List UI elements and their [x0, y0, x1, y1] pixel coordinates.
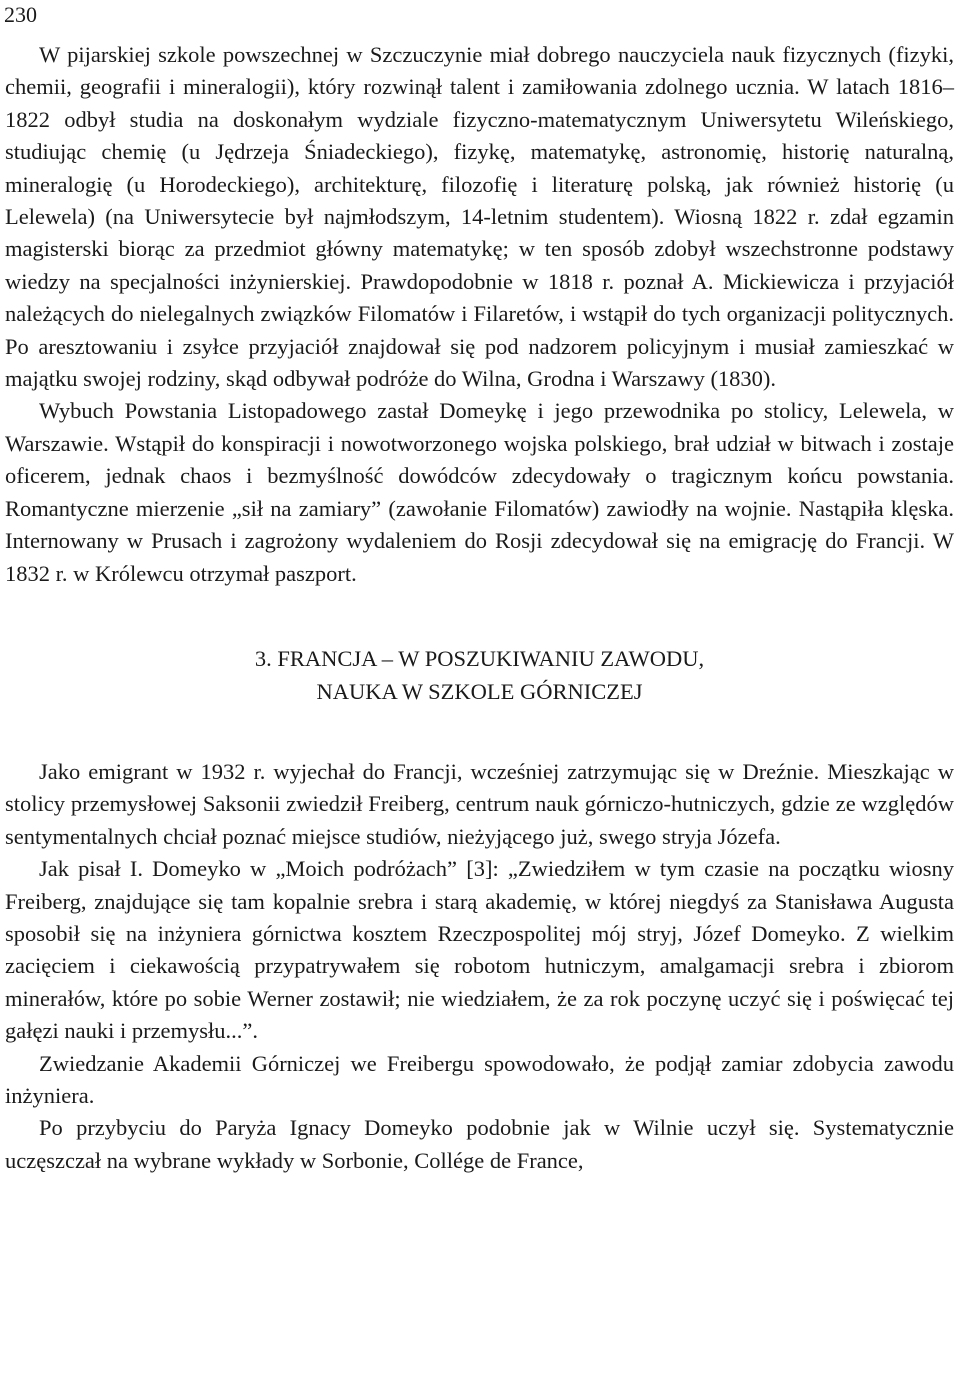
page-body [5, 39, 954, 1177]
paragraph-paris-studies: Po przybyciu do Paryża Ignacy Domeyko podobnie jak w Wilnie uczył się. Systematycznie uczęszczał na wybrane wykłady w Sorbonie, Collége de France, [5, 1115, 954, 1173]
chapter-heading [5, 642, 954, 708]
paragraph-november-uprising: Wybuch Powstania Listopadowego zastał Domeykę i jego przewodnika po stolicy, Lelewela, w Warszawie. Wstąpił do konspiracji i nowotworzonego wojska polskiego, brał udział w bitwach i zostaje oficerem, jednak chaos i bezmyślność dowódców zdecydowały o tragicznym końcu powstania. Romantyczne mierzenie „sił na zamiary” (zawołanie Filomatów) zawiodły na wojnie. Nastąpiła klęska. Internowany w Prusach i zagrożony wydaleniem do Rosji zdecydował się na emigrację do Francji. W 1832 r. w Królewcu otrzymał paszport. [5, 398, 954, 586]
paragraph-engineering-decision: Zwiedzanie Akademii Górniczej we Freibergu spowodowało, że podjął zamiar zdobycia zawodu inżyniera. [5, 1050, 954, 1108]
page-number: 230 [4, 2, 37, 27]
paragraph-quote-freiberg: Jak pisał I. Domeyko w „Moich podróżach” [3]: „Zwiedziłem w tym czasie na początku wiosny Freiberg, znajdujące się tam kopalnie srebra i starą akademię, w której niegdyś za Stanisława Augusta sposobił się na inżyniera górnictwa kosztem Rzeczpospolitej mój stryj, Józef Domeyko. Z wielkim zacięciem i ciekawością przypatrywałem się robotom hutniczym, amalgamacji srebra i zbiorom minerałów, które po sobie Werner zostawił; nie wiedziałem, że za rok poczynę uczyć się i poświęcać tej gałęzi nauki i przemysłu...”. [5, 856, 954, 1044]
paragraph-emigrant-dresden: Jako emigrant w 1932 r. wyjechał do Francji, wcześniej zatrzymując się w Dreźnie. Mieszkając w stolicy przemysłowej Saksonii zwiedził Freiberg, centrum nauk górniczo-hutniczych, gdzie ze względów sentymentalnych chciał poznać miejsce studiów, nieżyjącego już, swego stryja Józefa. [5, 758, 954, 849]
chapter-heading-line-1: 3. FRANCJA – W POSZUKIWANIU ZAWODU, [254, 645, 705, 671]
chapter-heading-line-2: NAUKA W SZKOLE GÓRNICZEJ [316, 678, 643, 704]
paragraph-szczuczyn-studies: W pijarskiej szkole powszechnej w Szczuczynie miał dobrego nauczyciela nauk fizycznych (fizyki, chemii, geografii i mineralogii), który rozwinął talent i zamiłowania zdolnego ucznia. W latach 1816–1822 odbył studia na doskonałym wydziale fizyczno-matematycznym Uniwersytetu Wileńskiego, studiując chemię (u Jędrzeja Śniadeckiego), fizykę, matematykę, astronomię, historię naturalną, mineralogię (u Horodeckiego), architekturę, filozofię i literaturę polską, jak również historię (u Lelewela) (na Uniwersytecie był najmłodszym, 14-letnim studentem). Wiosną 1822 r. zdał egzamin magisterski biorąc za przedmiot główny matematykę; w ten sposób zdobył wszechstronne podstawy wiedzy na specjalności inżynierskiej. Prawdopodobnie w 1818 r. poznał A. Mickiewicza i przyjaciół należących do nielegalnych związków Filomatów i Filaretów, i wstąpił do tych organizacji politycznych. Po aresztowaniu i zsyłce przyjaciół znajdował się pod nadzorem policyjnym i musiał zamieszkać w majątku swojej rodziny, skąd odbywał podróże do Wilna, Grodna i Warszawy (1830). [5, 42, 954, 392]
